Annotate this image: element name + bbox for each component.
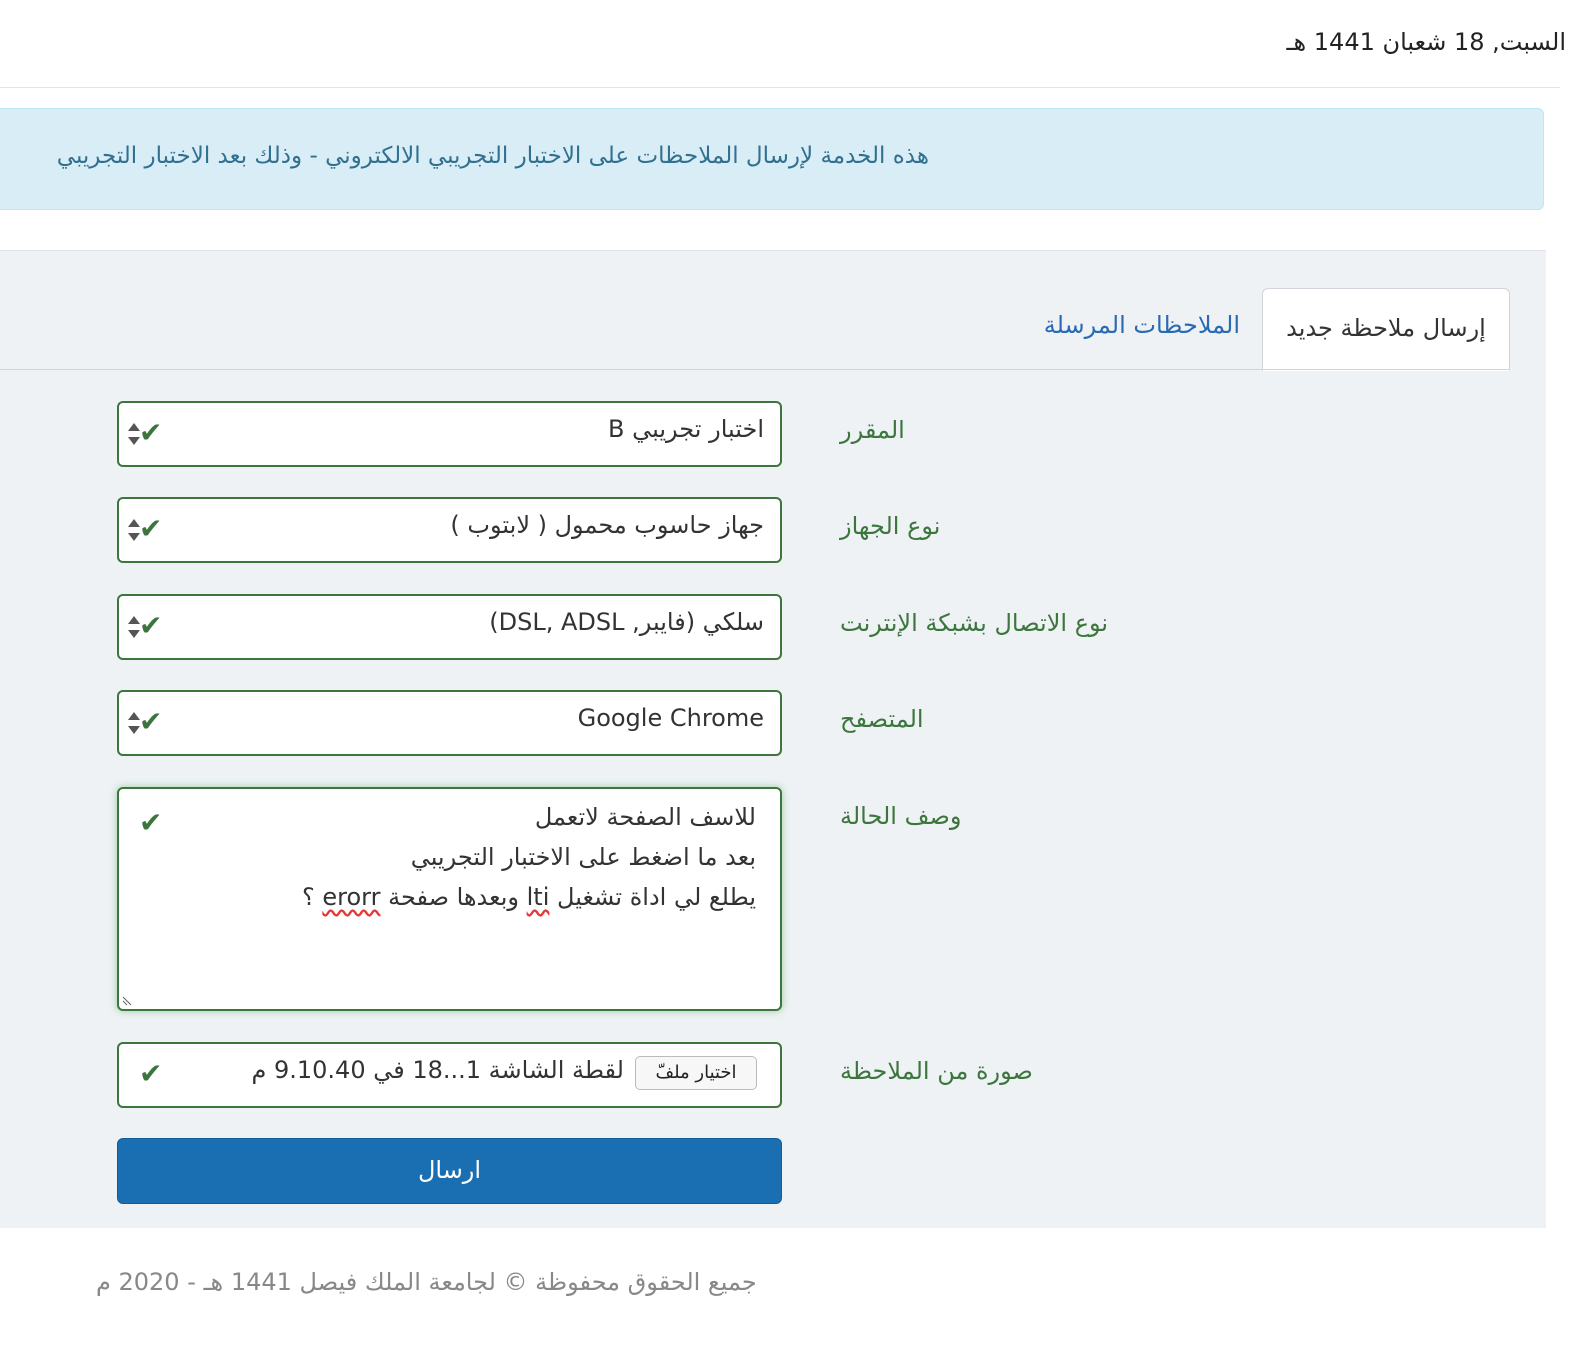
header-date: السبت, 18 شعبان 1441 هـ (1286, 28, 1566, 56)
browser-select-value: Google Chrome (577, 704, 764, 732)
submit-button[interactable]: ارسال (117, 1138, 782, 1204)
resize-handle-icon[interactable] (122, 994, 134, 1006)
check-icon: ✔ (139, 416, 163, 449)
tab-sent-notes[interactable]: الملاحظات المرسلة (1043, 311, 1240, 339)
info-alert (0, 108, 1544, 210)
description-line-2: بعد ما اضغط على الاختبار التجريبي (410, 843, 756, 871)
description-line-3-a: يطلع لي اداة تشغيل (549, 883, 756, 911)
course-select-value: اختبار تجريبي B (608, 415, 764, 443)
tab-new-note[interactable]: إرسال ملاحظة جديد (1262, 288, 1510, 371)
description-line-1: للاسف الصفحة لاتعمل (534, 803, 756, 831)
screenshot-file-input[interactable] (117, 1042, 782, 1108)
check-icon: ✔ (139, 1057, 163, 1090)
spellcheck-word: erorr (322, 883, 381, 911)
choose-file-button[interactable]: اختيار ملفّ (635, 1056, 757, 1090)
browser-label: المتصفح (840, 705, 924, 733)
device-select-value: جهاز حاسوب محمول ( لابتوب ) (450, 511, 764, 539)
description-line-3 (302, 883, 756, 911)
description-line-3-e: ؟ (301, 883, 323, 911)
course-label: المقرر (840, 416, 905, 444)
device-label: نوع الجهاز (840, 512, 941, 540)
footer-copyright: جميع الحقوق محفوظة © لجامعة الملك فيصل 1441 هـ - 2020 م (96, 1268, 757, 1296)
description-label: وصف الحالة (840, 802, 962, 830)
info-alert-text: هذه الخدمة لإرسال الملاحظات على الاختبار التجريبي الالكتروني - وذلك بعد الاختبار التجريبي (56, 143, 929, 169)
screenshot-label: صورة من الملاحظة (840, 1057, 1033, 1085)
spellcheck-word: lti (526, 883, 550, 911)
check-icon: ✔ (139, 705, 163, 738)
screenshot-filename: لقطة الشاشة 1...18 في 9.10.40 م (251, 1056, 624, 1084)
check-icon: ✔ (139, 512, 163, 545)
description-line-3-c: وبعدها صفحة (380, 883, 527, 911)
connection-select[interactable] (117, 594, 782, 660)
connection-label: نوع الاتصال بشبكة الإنترنت (840, 609, 1109, 637)
tab-divider (0, 369, 1510, 370)
course-select[interactable] (117, 401, 782, 467)
check-icon: ✔ (139, 806, 163, 839)
header-divider (0, 87, 1560, 88)
connection-select-value: سلكي (فايبر, DSL, ADSL) (489, 608, 764, 636)
device-select[interactable] (117, 497, 782, 563)
browser-select[interactable] (117, 690, 782, 756)
description-textarea[interactable] (117, 787, 782, 1011)
check-icon: ✔ (139, 609, 163, 642)
